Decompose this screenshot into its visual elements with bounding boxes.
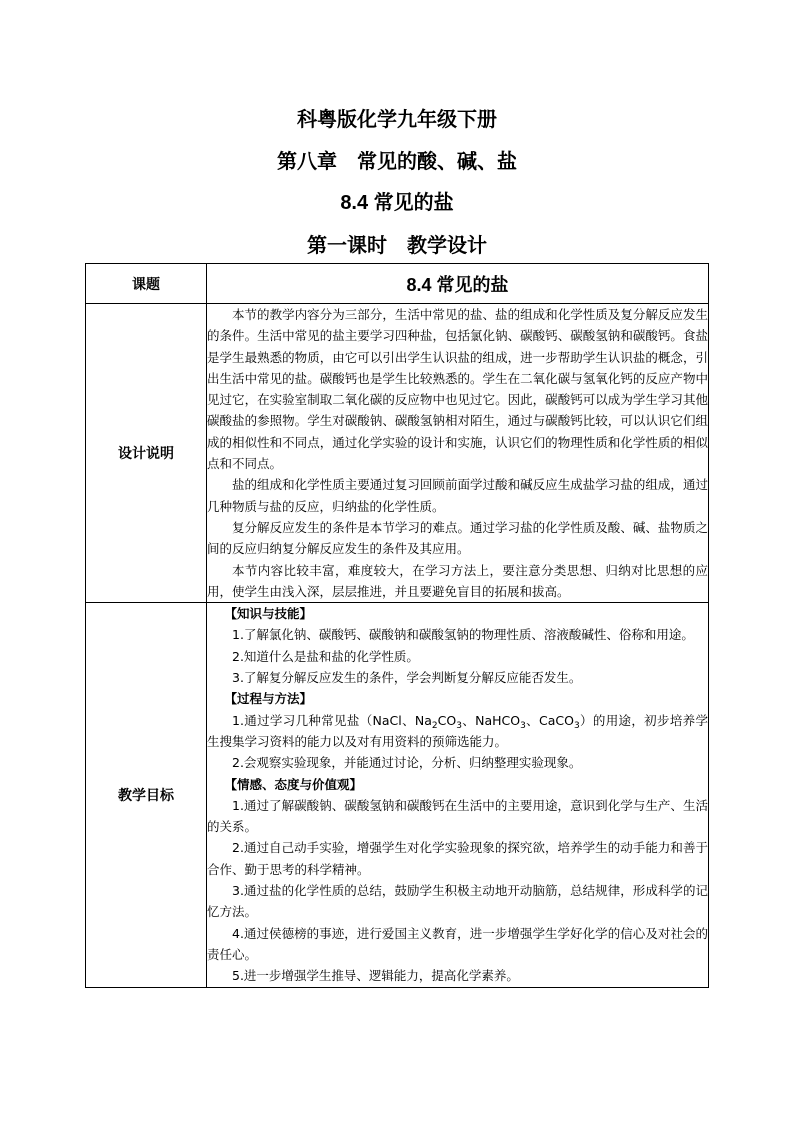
section-heading-attitude: 【情感、态度与价值观】: [224, 776, 363, 792]
chapter-title: 第八章 常见的酸、碱、盐: [277, 149, 517, 173]
book-title: 科粤版化学九年级下册: [297, 107, 497, 131]
design-paragraph: 本节内容比较丰富，难度较大，在学习方法上，要注意分类思想、归纳对比思想的应用，使学生由浅入深，层层推进，并且要避免盲目的拓展和拔高。: [207, 562, 708, 599]
goal-item: 2.通过自己动手实验，增强学生对化学实验现象的探究欲，培养学生的动手能力和善于合作、勤于思考的科学精神。: [207, 840, 708, 877]
section-heading-process: 【过程与方法】: [224, 691, 313, 707]
section-heading-knowledge: 【知识与技能】: [224, 606, 313, 622]
goal-item: 2.知道什么是盐和盐的化学性质。: [232, 648, 419, 664]
goal-item: 2.会观察实验现象，并能通过讨论，分析、归纳整理实验现象。: [232, 755, 582, 771]
goal-item: 1.了解氯化钠、碳酸钙、碳酸钠和碳酸氢钠的物理性质、溶液酸碱性、俗称和用途。: [232, 627, 694, 643]
design-label: 设计说明: [86, 304, 207, 603]
goals-content: [207, 603, 709, 987]
lesson-title: 第一课时 教学设计: [307, 233, 487, 257]
topic-row: [86, 264, 709, 304]
goal-item-formula: 1.通过学习几种常见盐（NaCl、$Na_2CO_3$、NaHCO$_3$、CaCO$_3$）的用途，初步培养学生搜集学习资料的能力以及对有用资料的预筛选能力。: [207, 712, 708, 749]
design-paragraph: 复分解反应发生的条件是本节学习的难点。通过学习盐的化学性质及酸、碱、盐物质之间的反应归纳复分解反应发生的条件及其应用。: [207, 519, 708, 557]
goal-item: 1.通过了解碳酸钠、碳酸氢钠和碳酸钙在生活中的主要用途，意识到化学与生产、生活的关系。: [207, 797, 708, 835]
topic-value: 8.4 常见的盐: [207, 264, 709, 304]
goal-item: 4.通过侯德榜的事迹，进行爱国主义教育，进一步增强学生学好化学的信心及对社会的责任心。: [207, 925, 708, 962]
goal-item: 3.了解复分解反应发生的条件，学会判断复分解反应能否发生。: [232, 670, 582, 686]
design-content: [207, 304, 709, 603]
goals-label: 教学目标: [86, 603, 207, 987]
goal-item: 3.通过盐的化学性质的总结，鼓励学生积极主动地开动脑筋，总结规律，形成科学的记忆方法。: [207, 883, 708, 920]
section-title: 8.4 常见的盐: [340, 192, 454, 214]
design-paragraph: 盐的组成和化学性质主要通过复习回顾前面学过酸和碱反应生成盐学习盐的组成，通过几种物质与盐的反应，归纳盐的化学性质。: [207, 477, 708, 514]
design-paragraph: 本节的教学内容分为三部分，生活中常见的盐、盐的组成和化学性质及复分解反应发生的条件。生活中常见的盐主要学习四种盐，包括氯化钠、碳酸钙、碳酸氢钠和碳酸钙。食盐是学生最熟悉的物质，由它可以引出学生认识盐的组成，进一步帮助学生认识盐的概念，引出生活中常见的盐。碳酸钙也是学生比较熟悉的。学生在二氧化碳与氢氧化钙的反应产物中见过它，在实验室制取二氧化碳的反应物中也见过它。因此，碳酸钙可以成为学生学习其他碳酸盐的参照物。学生对碳酸钠、碳酸氢钠相对陌生，通过与碳酸钙比较，可以认识它们组成的相似性和不同点，通过化学实验的设计和实施，认识它们的物理性质和化学性质的相似点和不同点。: [207, 307, 708, 472]
lesson-plan-table: [85, 263, 709, 988]
goals-row: [86, 603, 709, 987]
topic-label: 课题: [86, 264, 207, 304]
goal-item: 5.进一步增强学生推导、逻辑能力，提高化学素养。: [232, 968, 519, 984]
design-row: [86, 304, 709, 603]
